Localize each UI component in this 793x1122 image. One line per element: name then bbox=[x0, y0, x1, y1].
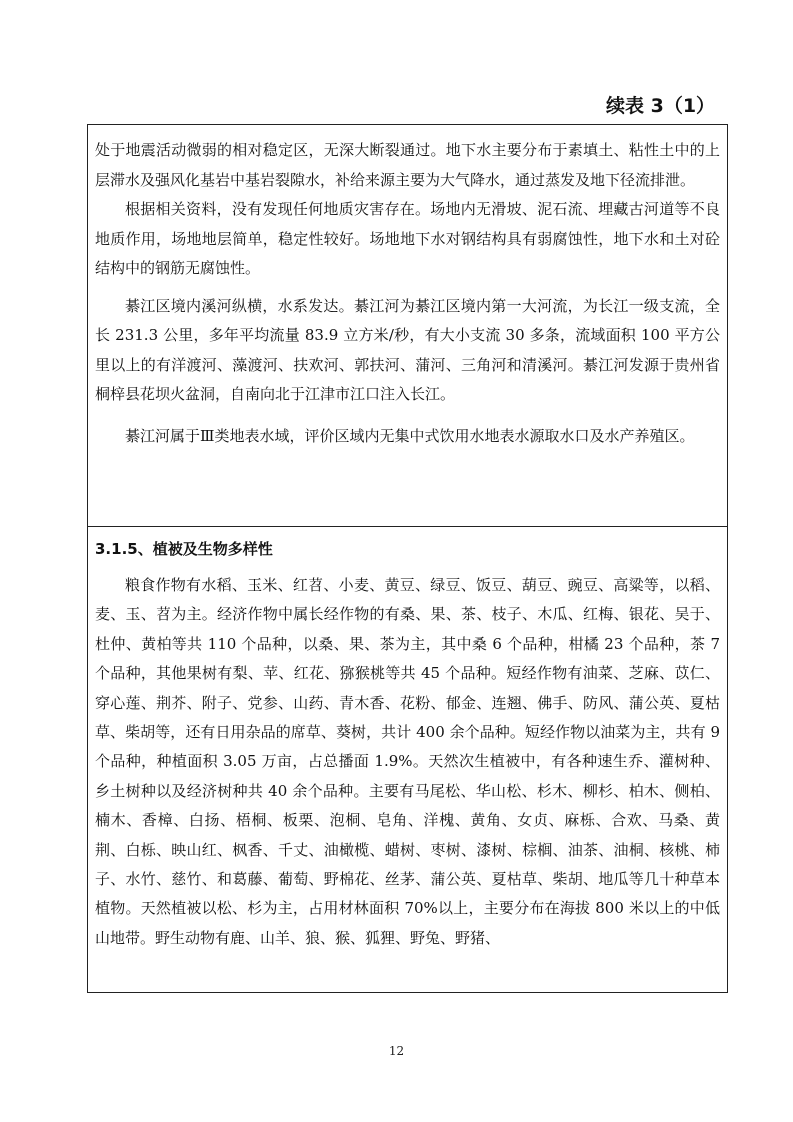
paragraph-groundwater: 处于地震活动微弱的相对稳定区，无深大断裂通过。地下水主要分布于素填土、粘性土中的上层滞水及强风化基岩中基岩裂隙水，补给来源主要为大气降水，通过蒸发及地下径流排泄。 bbox=[95, 141, 720, 189]
section-divider bbox=[88, 526, 727, 527]
paragraph-vegetation: 粮食作物有水稻、玉米、红苕、小麦、黄豆、绿豆、饭豆、葫豆、豌豆、高粱等，以稻、麦、玉、苕为主。经济作物中属长经作物的有桑、果、茶、枝子、木瓜、红梅、银花、吴于、杜仲、黄柏等共 110 个品种，以桑、果、茶为主，其中桑 6 个品种，柑橘 23 个品种，茶 7 个品种，其他果树有梨、苹、红花、猕猴桃等共 45 个品种。短经作物有油菜、芝麻、苡仁、穿心莲、荆芥、附子、党参、山药、青木香、花粉、郁金、连翘、佛手、防风、蒲公英、夏枯草、柴胡等，还有日用杂品的席草、葵树，共计 400 余个品种。短经作物以油菜为主，共有 9 个品种，种植面积 3.05 万亩，占总播面 1.9%。天然次生植被中，有各种速生乔、灌树种、乡土树种以及经济树种共 40 余个品种。主要有马尾松、华山松、杉木、柳杉、柏木、侧柏、楠木、香樟、白扬、梧桐、板栗、泡桐、皂角、洋槐、黄角、女贞、麻栎、合欢、马桑、黄荆、白栎、映山红、枫香、千丈、油橄榄、蜡树、枣树、漆树、棕榈、油茶、油桐、核桃、柿子、水竹、慈竹、和葛藤、葡萄、野棉花、丝茅、蒲公英、夏枯草、柴胡、地瓜等几十种草本植物。天然植被以松、杉为主，占用材林面积 70%以上，主要分布在海拔 800 米以上的中低山地带。野生动物有鹿、山羊、狼、猴、狐狸、野兔、野猪、 bbox=[95, 576, 720, 947]
text-block-upper bbox=[95, 136, 720, 451]
page-number: 12 bbox=[388, 1044, 405, 1058]
table-title: 续表 3（1） bbox=[606, 95, 716, 117]
section-heading: 3.1.5、植被及生物多样性 bbox=[95, 540, 273, 558]
paragraph-water-class: 綦江河属于Ⅲ类地表水域，评价区域内无集中式饮用水地表水源取水口及水产养殖区。 bbox=[125, 426, 695, 445]
table-frame bbox=[87, 124, 728, 993]
paragraph-rivers: 綦江区境内溪河纵横，水系发达。綦江河为綦江区境内第一大河流，为长江一级支流，全长 231.3 公里，多年平均流量 83.9 立方米/秒，有大小支流 30 多条，流域面积 100 平方公里以上的有洋渡河、藻渡河、扶欢河、郭扶河、蒲河、三角河和清溪河。綦江河发源于贵州省桐梓县花坝火盆洞，自南向北于江津市江口注入长江。 bbox=[95, 296, 720, 403]
paragraph-geology: 根据相关资料，没有发现任何地质灾害存在。场地内无滑坡、泥石流、埋藏古河道等不良地质作用，场地地层简单，稳定性较好。场地地下水对钢结构具有弱腐蚀性，地下水和土对砼结构中的钢筋无腐蚀性。 bbox=[95, 200, 720, 277]
